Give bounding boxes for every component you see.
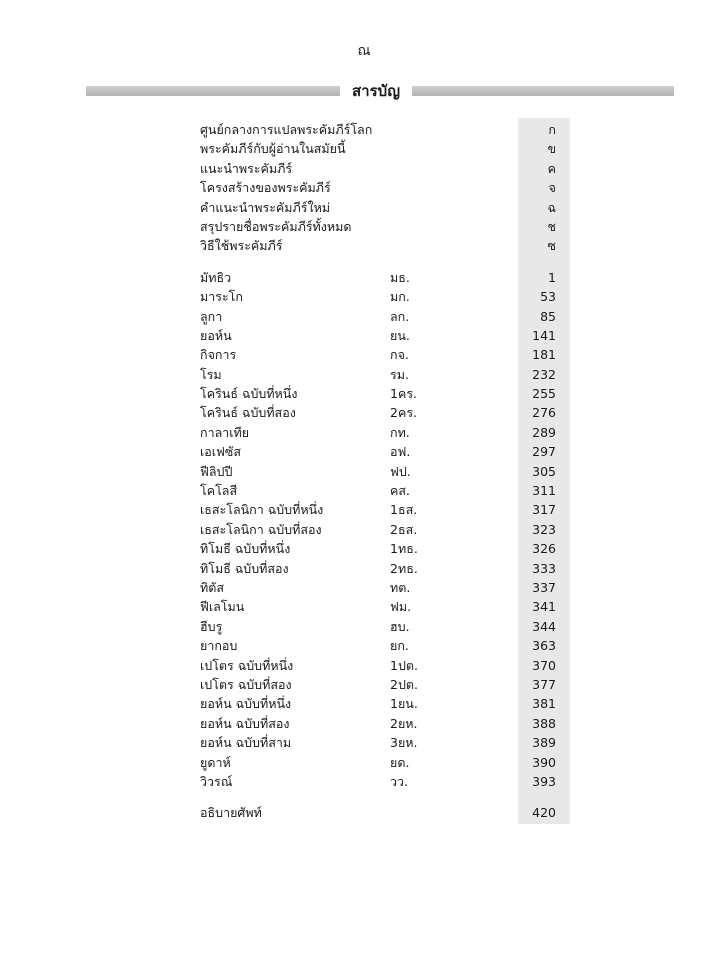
entry-page-number: จ [548, 180, 556, 196]
entry-title: ยอห์น ฉบับที่สาม [200, 735, 292, 751]
toc-entry [200, 559, 570, 578]
entry-title: ฟีลิปปี [200, 463, 233, 479]
section-gap [200, 791, 570, 803]
toc-entry [200, 178, 570, 197]
entry-abbreviation: คส. [390, 483, 410, 499]
entry-title: ลูกา [200, 308, 223, 324]
entry-title: สรุปรายชื่อพระคัมภีร์ทั้งหมด [200, 218, 352, 234]
entry-abbreviation: 2ทธ. [390, 560, 418, 576]
entry-page-number: 276 [532, 405, 556, 421]
entry-title: มาระโก [200, 289, 243, 305]
entry-page-number: 232 [532, 366, 556, 382]
entry-page-number: 141 [532, 327, 556, 343]
entry-abbreviation: 1ธส. [390, 502, 418, 518]
entry-title: ยอห์น ฉบับที่สอง [200, 715, 290, 731]
entry-page-number: 85 [540, 308, 556, 324]
entry-abbreviation: 3ยห. [390, 735, 418, 751]
toc-entry [200, 268, 570, 287]
entry-page-number: 381 [532, 696, 556, 712]
entry-page-number: 305 [532, 463, 556, 479]
toc-entry [200, 236, 570, 255]
table-of-contents [200, 120, 570, 823]
entry-abbreviation: ทต. [390, 579, 411, 595]
entry-page-number: 344 [532, 618, 556, 634]
entry-abbreviation: อฟ. [390, 444, 411, 460]
entry-title: โครินธ์ ฉบับที่หนึ่ง [200, 386, 298, 402]
page-marker: ณ [357, 43, 371, 59]
entry-page-number: 297 [532, 444, 556, 460]
toc-entry [200, 597, 570, 616]
entry-title: กิจการ [200, 347, 237, 363]
entry-page-number: 341 [532, 599, 556, 615]
entry-title: คำแนะนำพระคัมภีร์ใหม่ [200, 199, 331, 215]
entry-abbreviation: ลก. [390, 308, 410, 324]
entry-title: กาลาเทีย [200, 424, 250, 440]
entry-page-number: 255 [532, 386, 556, 402]
entry-page-number: 53 [540, 289, 556, 305]
toc-entry [200, 307, 570, 326]
entry-page-number: 389 [532, 735, 556, 751]
entry-abbreviation: ยด. [390, 754, 410, 770]
entry-page-number: 1 [548, 269, 556, 285]
entry-abbreviation: มก. [390, 289, 410, 305]
entry-title: เธสะโลนิกา ฉบับที่สอง [200, 521, 322, 537]
entry-title: เปโตร ฉบับที่สอง [200, 676, 292, 692]
entry-title: ยูดาห์ [200, 754, 231, 770]
entry-title: เธสะโลนิกา ฉบับที่หนึ่ง [200, 502, 324, 518]
toc-entry [200, 656, 570, 675]
section-gap [200, 256, 570, 268]
entry-page-number: 333 [532, 560, 556, 576]
title-bar [86, 82, 674, 102]
entry-abbreviation: กท. [390, 424, 410, 440]
toc-entry [200, 617, 570, 636]
entry-page-number: 337 [532, 579, 556, 595]
entry-title: วิวรณ์ [200, 773, 233, 789]
toc-entry [200, 403, 570, 422]
entry-abbreviation: มธ. [390, 269, 410, 285]
entry-abbreviation: ฟม. [390, 599, 412, 615]
front-matter-list [200, 120, 570, 256]
entry-title: ยากอบ [200, 638, 238, 654]
entry-page-number: 311 [532, 483, 556, 499]
toc-entry [200, 139, 570, 158]
entry-title: พระคัมภีร์กับผู้อ่านในสมัยนี้ [200, 141, 346, 157]
toc-entry [200, 345, 570, 364]
entry-abbreviation: 2ธส. [390, 521, 418, 537]
title-rule-right [412, 86, 674, 96]
toc-entry [200, 500, 570, 519]
books-list [200, 268, 570, 792]
entry-page-number: 388 [532, 715, 556, 731]
entry-abbreviation: 1ทธ. [390, 541, 418, 557]
entry-abbreviation: ฟป. [390, 463, 411, 479]
toc-entry [200, 803, 570, 822]
entry-title: โครงสร้างของพระคัมภีร์ [200, 180, 331, 196]
entry-abbreviation: 2ปต. [390, 676, 418, 692]
entry-page-number: ค [547, 160, 556, 176]
toc-entry [200, 578, 570, 597]
toc-entry [200, 120, 570, 139]
entry-title: โคโลสี [200, 483, 238, 499]
toc-entry [200, 442, 570, 461]
toc-entry [200, 423, 570, 442]
entry-page-number: 289 [532, 424, 556, 440]
toc-entry [200, 326, 570, 345]
entry-title: ฟีเลโมน [200, 599, 245, 615]
entry-abbreviation: กจ. [390, 347, 409, 363]
entry-page-number: 326 [532, 541, 556, 557]
entry-title: ยอห์น ฉบับที่หนึ่ง [200, 696, 292, 712]
entry-title: วิธีใช้พระคัมภีร์ [200, 238, 283, 254]
back-matter-list [200, 803, 570, 822]
toc-entry [200, 217, 570, 236]
toc-entry [200, 636, 570, 655]
toc-entry [200, 384, 570, 403]
entry-page-number: ข [547, 141, 556, 157]
entry-page-number: 377 [532, 676, 556, 692]
toc-entry [200, 287, 570, 306]
toc-entry [200, 733, 570, 752]
entry-title: ทิโมธี ฉบับที่หนึ่ง [200, 541, 291, 557]
entry-abbreviation: วว. [390, 773, 409, 789]
entry-page-number: 181 [532, 347, 556, 363]
entry-title: ฮีบรู [200, 618, 223, 634]
page-title: สารบัญ [352, 82, 400, 100]
entry-page-number: ก [548, 122, 556, 137]
toc-entry [200, 694, 570, 713]
entry-abbreviation: 2คร. [390, 405, 418, 421]
toc-entry [200, 462, 570, 481]
entry-abbreviation: 1ปต. [390, 657, 418, 673]
entry-title: โรม [200, 366, 222, 382]
entry-page-number: 370 [532, 657, 556, 673]
entry-title: โครินธ์ ฉบับที่สอง [200, 405, 296, 421]
toc-entry [200, 714, 570, 733]
entry-page-number: ช [547, 218, 556, 234]
toc-entry [200, 365, 570, 384]
entry-title: อธิบายศัพท์ [200, 805, 262, 821]
entry-title: ทิโมธี ฉบับที่สอง [200, 560, 289, 576]
entry-title: ทิตัส [200, 579, 224, 595]
toc-entry [200, 539, 570, 558]
entry-title: มัทธิว [200, 269, 232, 285]
entry-abbreviation: รม. [390, 366, 409, 382]
entry-abbreviation: ยก. [390, 638, 409, 654]
entry-title: ศูนย์กลางการแปลพระคัมภีร์โลก [200, 122, 373, 137]
entry-abbreviation: ฮบ. [390, 618, 410, 634]
title-rule-left [86, 86, 340, 96]
entry-abbreviation: ยน. [390, 327, 410, 343]
toc-entry [200, 198, 570, 217]
entry-title: ยอห์น [200, 327, 232, 343]
toc-entry [200, 520, 570, 539]
toc-entry [200, 675, 570, 694]
entry-page-number: 363 [532, 638, 556, 654]
entry-abbreviation: 1คร. [390, 386, 418, 402]
toc-entry [200, 481, 570, 500]
entry-page-number: ฉ [547, 199, 556, 215]
toc-entry [200, 159, 570, 178]
entry-page-number: 317 [532, 502, 556, 518]
entry-page-number: 390 [532, 754, 556, 770]
entry-page-number: ซ [547, 238, 556, 254]
entry-abbreviation: 1ยน. [390, 696, 418, 712]
entry-title: เอเฟซัส [200, 444, 242, 460]
entry-title: แนะนำพระคัมภีร์ [200, 160, 293, 176]
entry-abbreviation: 2ยห. [390, 715, 418, 731]
toc-entry [200, 753, 570, 772]
entry-page-number: 420 [532, 805, 556, 821]
toc-entry [200, 772, 570, 791]
entry-page-number: 393 [532, 773, 556, 789]
entry-title: เปโตร ฉบับที่หนึ่ง [200, 657, 294, 673]
entry-page-number: 323 [532, 521, 556, 537]
